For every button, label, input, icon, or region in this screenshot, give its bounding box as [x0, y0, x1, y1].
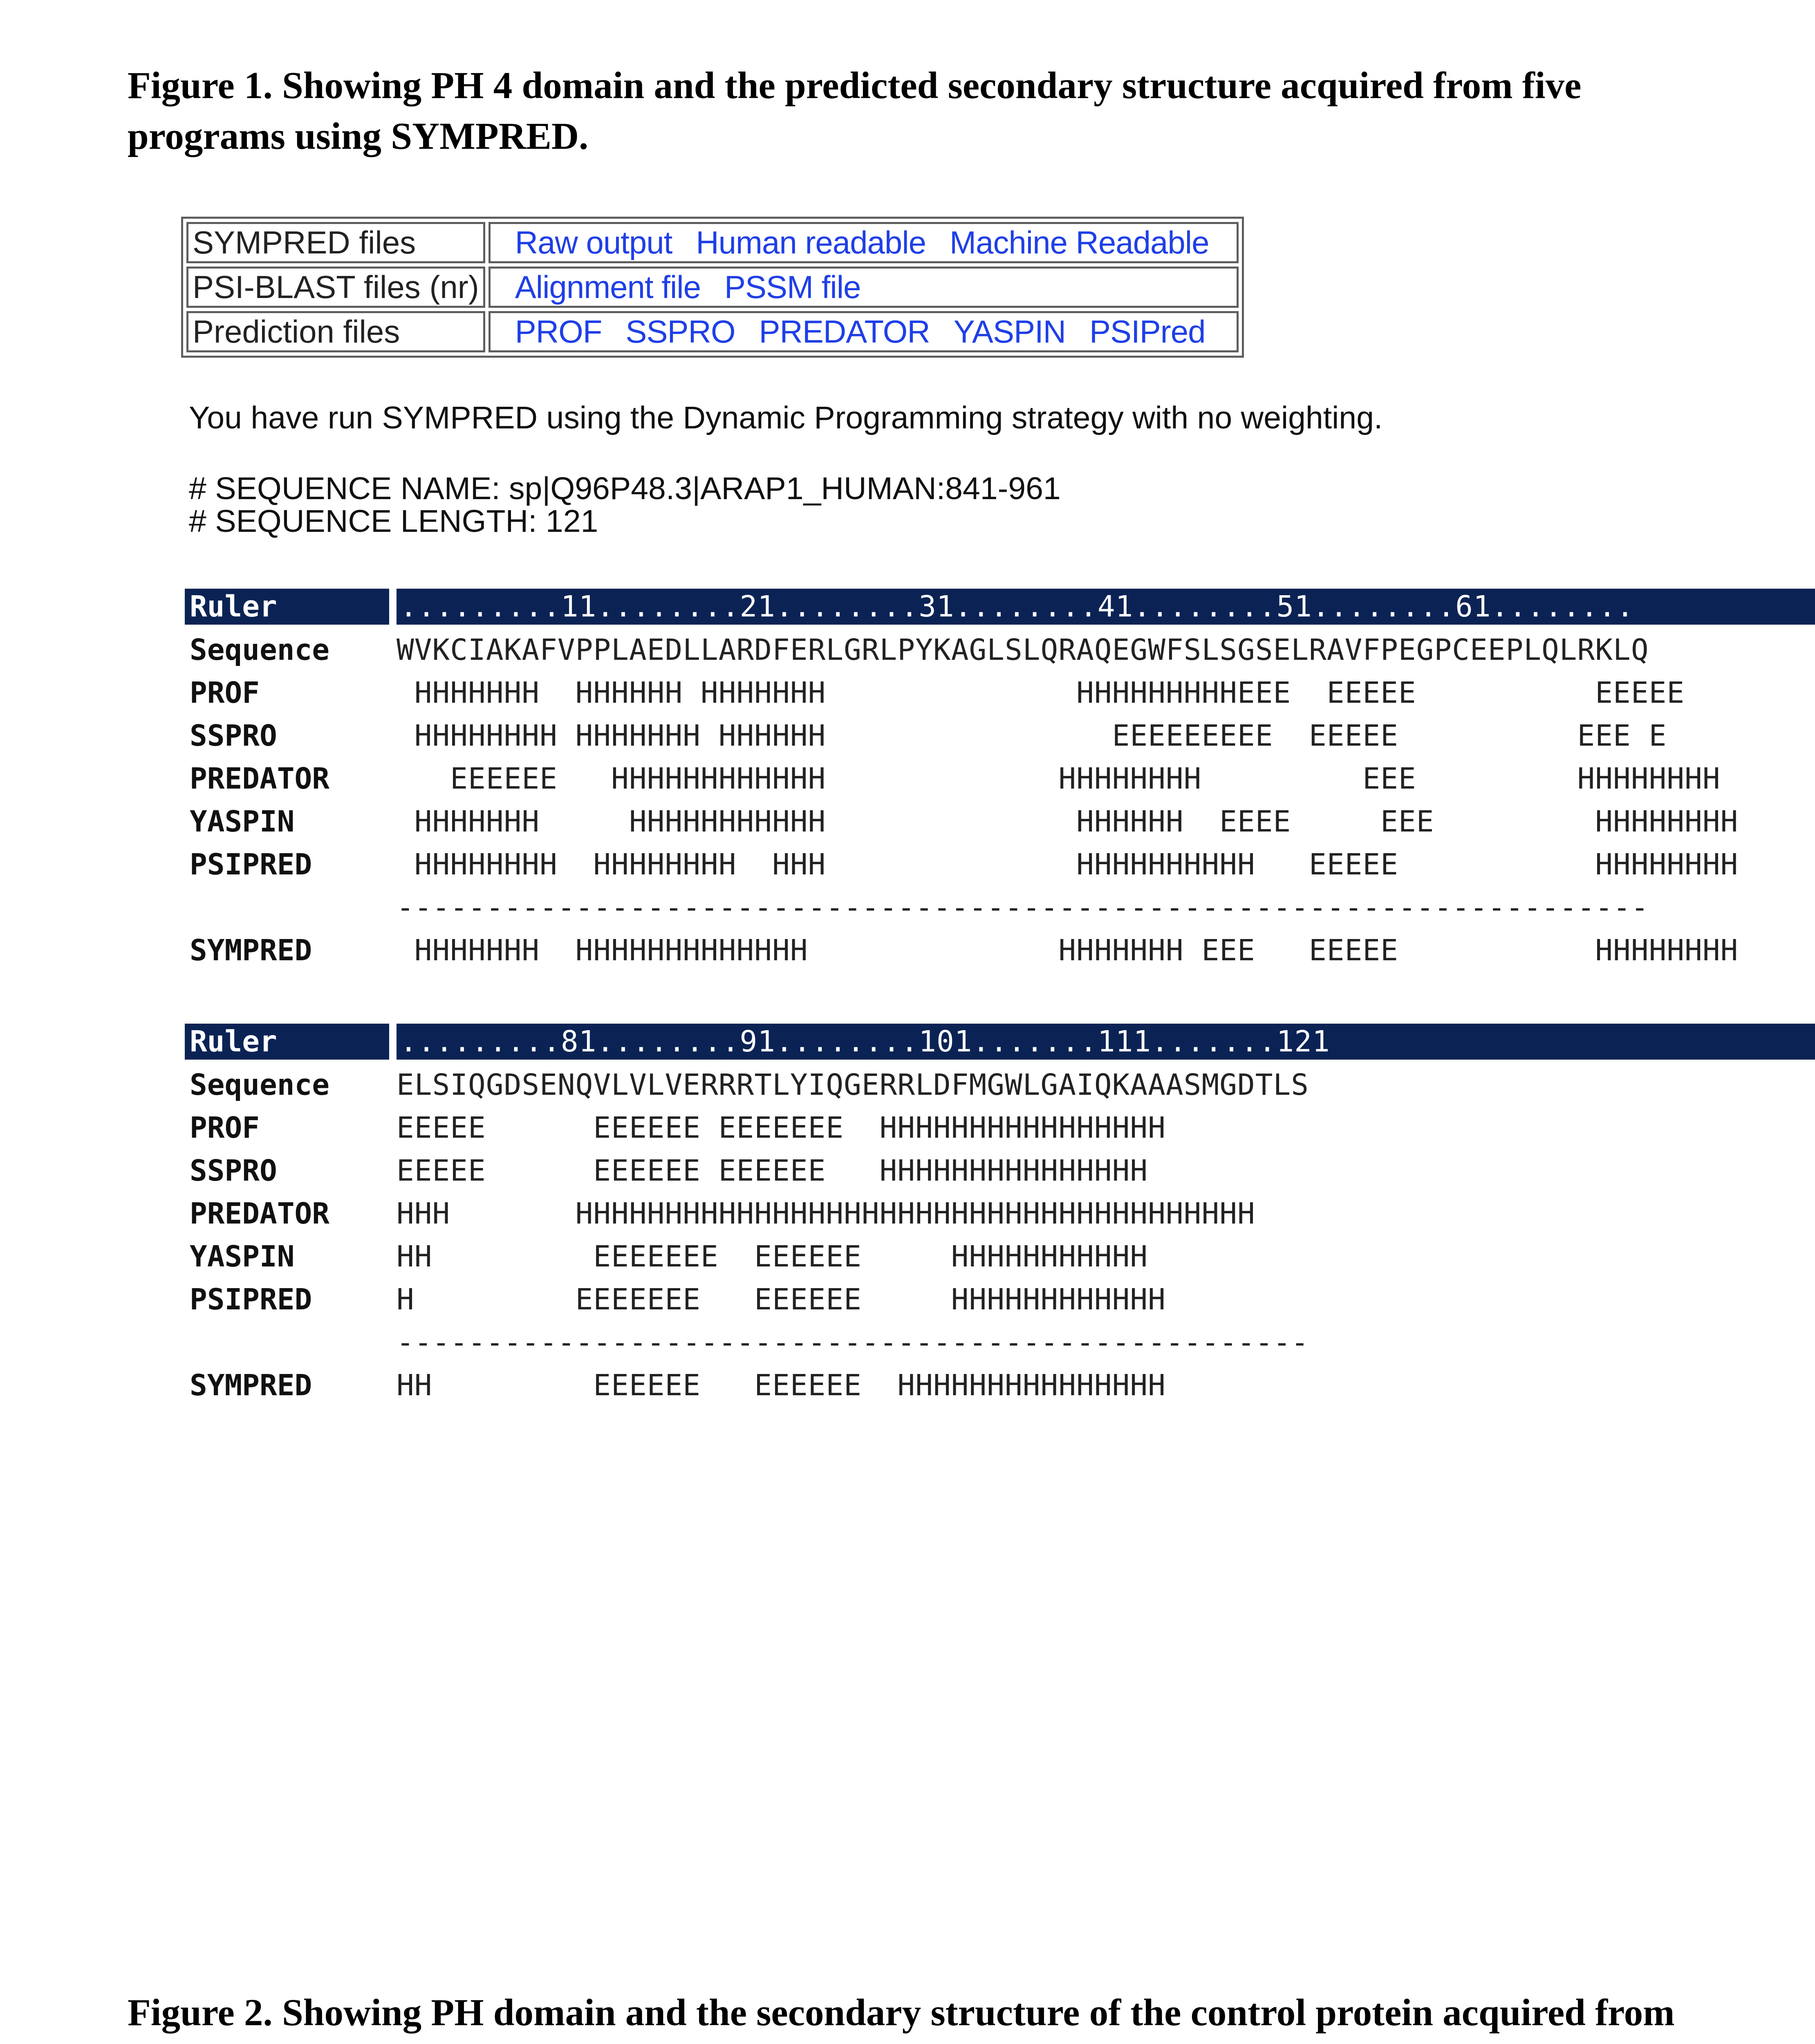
row-data: HHHHHHHH HHHHHHH HHHHHH EEEEEEEEE EEEEE EEE E [397, 719, 1667, 753]
psipred-link[interactable]: PSIPred [1089, 314, 1206, 350]
row-data: HHHHHHH HHHHHH HHHHHHH HHHHHHHHHEEE EEEEE EEEEE [397, 676, 1685, 710]
yaspin-link[interactable]: YASPIN [953, 314, 1066, 350]
run-info-text: You have run SYMPRED using the Dynamic Programming strategy with no weighting. [189, 400, 1383, 435]
row-label: PREDATOR [190, 762, 329, 796]
row-label: YASPIN [190, 1239, 295, 1273]
row-data: H EEEEEEE EEEEEE HHHHHHHHHHHH [397, 1282, 1166, 1316]
row-label: Ruler [185, 589, 389, 625]
human-readable-link[interactable]: Human readable [696, 224, 926, 260]
row-data: WVKCIAKAFVPPLAEDLLARDFERLGRLPYKAGLSLQRAQEGWFSLSGSELRAVFPEGPCEEPLQLRKLQ [397, 633, 1649, 667]
row-label: PSIPRED [190, 1282, 312, 1316]
row-label: Sequence [190, 1068, 329, 1102]
row-data: HH EEEEEE EEEEEE HHHHHHHHHHHHHHH [397, 1368, 1166, 1402]
figure2-caption: Figure 2. Showing PH domain and the secondary structure of the control protein acquired from [128, 1992, 1675, 2034]
sympred-files-table [181, 217, 1244, 358]
files-row-sympred [186, 222, 1239, 263]
row-data: ELSIQGDSENQVLVLVERRRTLYIQGERRLDFMGWLGAIQKAAASMGDTLS [397, 1068, 1309, 1102]
files-row-label: SYMPRED files [186, 222, 485, 263]
row-label: Sequence [190, 633, 329, 667]
row-data: EEEEE EEEEEE EEEEEE HHHHHHHHHHHHHHH [397, 1154, 1148, 1188]
row-data: HH EEEEEEE EEEEEE HHHHHHHHHHH [397, 1239, 1148, 1273]
prof-link[interactable]: PROF [515, 314, 602, 350]
sequence-name: # SEQUENCE NAME: sp|Q96P48.3|ARAP1_HUMAN:841-961 [189, 471, 1061, 506]
sspro-link[interactable]: SSPRO [625, 314, 735, 350]
row-data: HHHHHHH HHHHHHHHHHHHH HHHHHHH EEE EEEEE HHHHHHHH [397, 933, 1739, 967]
row-data: ---------------------------------------------------------------------- [397, 890, 1649, 924]
row-data: HHH HHHHHHHHHHHHHHHHHHHHHHHHHHHHHHHHHHHHHH [397, 1197, 1255, 1230]
row-label: PROF [190, 676, 260, 710]
pssm-file-link[interactable]: PSSM file [724, 269, 861, 305]
files-row-psiblast [186, 267, 1239, 308]
row-label: YASPIN [190, 805, 295, 838]
row-label: SYMPRED [190, 933, 312, 967]
row-data: EEEEEE HHHHHHHHHHHH HHHHHHHH EEE HHHHHHHH [397, 762, 1721, 796]
sequence-info [189, 472, 1061, 538]
row-data: HHHHHHHH HHHHHHHH HHH HHHHHHHHHH EEEEE HHHHHHHH [397, 847, 1739, 881]
files-row-label: Prediction files [186, 311, 485, 352]
row-label: SSPRO [190, 719, 277, 753]
alignment-file-link[interactable]: Alignment file [515, 269, 701, 305]
row-label: Ruler [185, 1024, 389, 1060]
raw-output-link[interactable]: Raw output [515, 224, 672, 260]
predator-link[interactable]: PREDATOR [759, 314, 930, 350]
row-data: .........81........91........101.......111.......121 [397, 1024, 1815, 1060]
row-label: SSPRO [190, 1154, 277, 1188]
row-label: PSIPRED [190, 847, 312, 881]
row-data: --------------------------------------------------- [397, 1325, 1309, 1359]
sequence-length: # SEQUENCE LENGTH: 121 [189, 504, 598, 539]
figure1-caption: Figure 1. Showing PH 4 domain and the predicted secondary structure acquired from five programs using SYMPRED. [128, 65, 1582, 157]
machine-readable-link[interactable]: Machine Readable [950, 224, 1209, 260]
files-row-prediction [186, 311, 1239, 352]
row-data: EEEEE EEEEEE EEEEEEE HHHHHHHHHHHHHHHH [397, 1111, 1166, 1145]
row-data: HHHHHHH HHHHHHHHHHH HHHHHH EEEE EEE HHHHHHHH [397, 805, 1739, 838]
row-data: .........11........21........31........41........51........61........ [397, 589, 1815, 625]
files-row-label: PSI-BLAST files (nr) [186, 267, 485, 308]
row-label: PREDATOR [190, 1197, 329, 1230]
row-label: SYMPRED [190, 1368, 312, 1402]
row-label: PROF [190, 1111, 260, 1145]
